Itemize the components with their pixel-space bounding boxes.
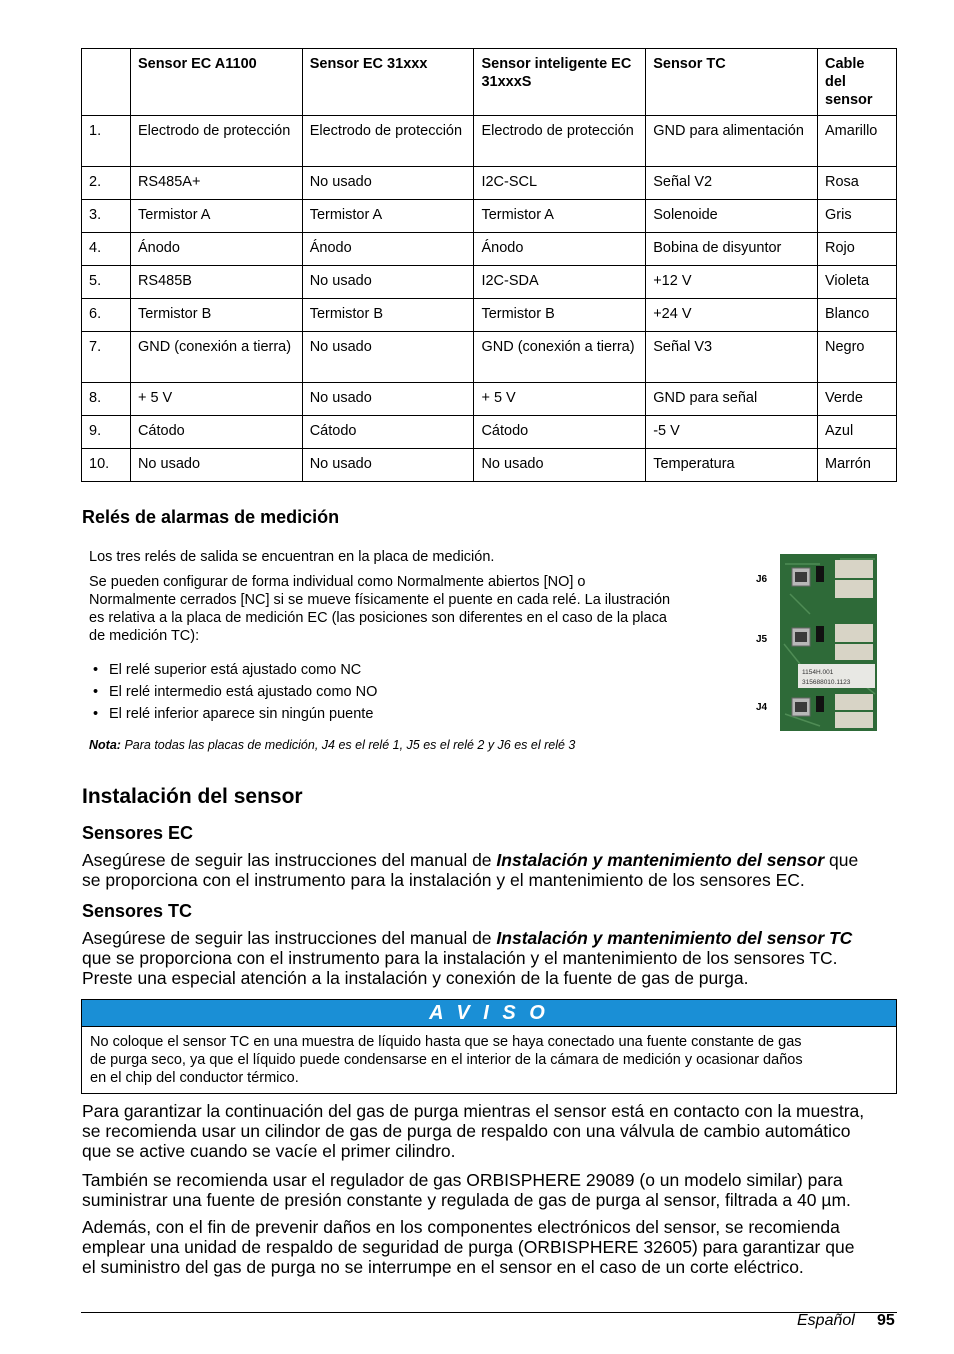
table-cell: Electrodo de protección (130, 116, 302, 167)
list-item: • El relé inferior aparece sin ningún puente (89, 705, 377, 727)
table-cell: RS485A+ (130, 167, 302, 200)
text-line: No coloque el sensor TC en una muestra de líquido hasta que se haya conectado una fuente constante de gas (90, 1034, 802, 1050)
table-cell: Gris (818, 200, 897, 233)
table-cell: Electrodo de protección (474, 116, 646, 167)
table-row (82, 449, 897, 482)
text-line: de purga seco, ya que el líquido puede condensarse en el interior de la cámara de medición y ocasionar daños (90, 1052, 803, 1068)
text-span: Asegúrese de seguir las instrucciones del manual de (82, 850, 497, 870)
purge-paragraph-3 (82, 1217, 912, 1277)
table-cell: No usado (302, 266, 474, 299)
table-cell: I2C-SCL (474, 167, 646, 200)
table-cell: Ánodo (474, 233, 646, 266)
text-line: suministrar una fuente de presión constante y regulada de gas de purga al sensor, filtrada a 40 µm. (82, 1190, 851, 1210)
text-line: el suministro del gas de purga no se interrumpe en el sensor en el caso de un corte eléctrico. (82, 1257, 804, 1277)
text-line: que se active cuando se vacíe el primer cilindro. (82, 1141, 456, 1161)
table-cell: Señal V2 (646, 167, 818, 200)
relays-note (89, 738, 575, 752)
table-cell: GND (conexión a tierra) (474, 332, 646, 383)
header-cell: Sensor TC (646, 49, 818, 116)
table-cell: GND para señal (646, 383, 818, 416)
table-cell: Señal V3 (646, 332, 818, 383)
table-cell: Bobina de disyuntor (646, 233, 818, 266)
table-cell: I2C-SDA (474, 266, 646, 299)
table-cell: +24 V (646, 299, 818, 332)
table-row (82, 383, 897, 416)
relays-intro: Los tres relés de salida se encuentran en la placa de medición. (89, 549, 495, 565)
table-cell: Amarillo (818, 116, 897, 167)
table-cell: Cátodo (474, 416, 646, 449)
text-line: en el chip del conductor térmico. (90, 1070, 299, 1086)
table-row (82, 299, 897, 332)
relays-config-paragraph (89, 573, 670, 645)
table-cell: Termistor B (302, 299, 474, 332)
table-cell: Termistor B (474, 299, 646, 332)
notice-title: A V I S O (82, 1000, 896, 1027)
table-cell: 1. (82, 116, 131, 167)
table-row (82, 167, 897, 200)
table-cell: 7. (82, 332, 131, 383)
footer-page-number: 95 (877, 1312, 895, 1329)
board-chip-label: 1154H.001 (802, 669, 834, 676)
table-cell: No usado (302, 167, 474, 200)
table-cell: Ánodo (302, 233, 474, 266)
table-cell: 2. (82, 167, 131, 200)
sensor-pin-table (81, 48, 897, 482)
header-cell (82, 49, 131, 116)
text-line: es relativa a la placa de medición EC (las posiciones son diferentes en el caso de la placa (89, 610, 667, 626)
text-line (82, 850, 902, 870)
table-header-row (82, 49, 897, 116)
board-serial-label: 315688010.1123 (802, 679, 851, 686)
ec-heading: Sensores EC (82, 823, 194, 843)
table-cell: 6. (82, 299, 131, 332)
relays-bullet-list (89, 661, 377, 727)
relays-heading: Relés de alarmas de medición (82, 507, 340, 527)
header-cell: Sensor EC A1100 (130, 49, 302, 116)
table-cell: No usado (130, 449, 302, 482)
install-title: Instalación del sensor (82, 785, 303, 808)
footer-language: Español (797, 1312, 855, 1329)
table-cell: GND (conexión a tierra) (130, 332, 302, 383)
list-item: • El relé intermedio está ajustado como NO (89, 683, 377, 705)
table-cell: Cátodo (130, 416, 302, 449)
table-cell: Verde (818, 383, 897, 416)
j6-label: J6 (756, 574, 768, 585)
list-item: • El relé superior está ajustado como NC (89, 661, 377, 683)
j4-label: J4 (756, 702, 768, 713)
j5-label: J5 (756, 634, 768, 645)
text-line: que se proporciona con el instrumento para la instalación y el mantenimiento de los sensores TC. (82, 948, 838, 968)
text-line: emplear una unidad de respaldo de seguridad de purga (ORBISPHERE 32605) para garantizar que (82, 1237, 855, 1257)
text-line: Preste una especial atención a la instalación y conexión de la fuente de gas de purga. (82, 968, 749, 988)
table-cell: Ánodo (130, 233, 302, 266)
manual-title: Instalación y mantenimiento del sensor TC (496, 928, 853, 948)
table-cell: Rosa (818, 167, 897, 200)
table-cell: -5 V (646, 416, 818, 449)
table-cell: Solenoide (646, 200, 818, 233)
text-line: se proporciona con el instrumento para la instalación y el mantenimiento de los sensores EC. (82, 870, 805, 890)
measurement-board-photo (780, 554, 877, 731)
header-cell: Cable del sensor (818, 49, 897, 116)
table-cell: No usado (474, 449, 646, 482)
table-cell: Blanco (818, 299, 897, 332)
text-line: Se pueden configurar de forma individual como Normalmente abiertos [NO] o (89, 574, 586, 590)
table-cell: Rojo (818, 233, 897, 266)
notice-text (82, 1027, 896, 1087)
table-cell: RS485B (130, 266, 302, 299)
ec-paragraph (82, 850, 902, 890)
table-cell: Violeta (818, 266, 897, 299)
header-cell: Sensor EC 31xxx (302, 49, 474, 116)
tc-heading: Sensores TC (82, 901, 193, 921)
text-line: Normalmente cerrados [NC] si se mueve físicamente el puente en cada relé. La ilustración (89, 592, 671, 608)
table-cell: 3. (82, 200, 131, 233)
table-cell: Azul (818, 416, 897, 449)
table-row (82, 116, 897, 167)
table-row (82, 233, 897, 266)
text-line (82, 928, 902, 948)
table-cell: No usado (302, 449, 474, 482)
text-span: Asegúrese de seguir las instrucciones del manual de (82, 928, 497, 948)
text-line: se recomienda usar un cilindor de gas de purga de respaldo con una válvula de cambio automático (82, 1121, 851, 1141)
text-line: Además, con el fin de prevenir daños en los componentes electrónicos del sensor, se recomienda (82, 1217, 840, 1237)
purge-paragraph-1 (82, 1101, 912, 1161)
table-row (82, 266, 897, 299)
note-label: Nota: (89, 738, 121, 752)
table-row (82, 416, 897, 449)
purge-paragraph-2 (82, 1170, 912, 1210)
table-cell: No usado (302, 383, 474, 416)
text-line: También se recomienda usar el regulador de gas ORBISPHERE 29089 (o un modelo similar) para (82, 1170, 843, 1190)
table-cell: 8. (82, 383, 131, 416)
table-cell: Termistor A (474, 200, 646, 233)
table-cell: No usado (302, 332, 474, 383)
table-cell: GND para alimentación (646, 116, 818, 167)
table-cell: Termistor A (130, 200, 302, 233)
table-cell: Electrodo de protección (302, 116, 474, 167)
table-cell: 4. (82, 233, 131, 266)
notice-box (81, 999, 897, 1094)
manual-title: Instalación y mantenimiento del sensor (496, 850, 825, 870)
text-line: de medición TC): (89, 628, 200, 644)
header-cell: Sensor inteligente EC 31xxxS (474, 49, 646, 116)
table-cell: Negro (818, 332, 897, 383)
table-cell: 5. (82, 266, 131, 299)
text-span: que (824, 850, 859, 870)
tc-paragraph (82, 928, 902, 988)
table-cell: + 5 V (130, 383, 302, 416)
note-text: Para todas las placas de medición, J4 es el relé 1, J5 es el relé 2 y J6 es el relé 3 (124, 738, 576, 752)
table-cell: Cátodo (302, 416, 474, 449)
table-cell: Termistor B (130, 299, 302, 332)
table-cell: Marrón (818, 449, 897, 482)
table-cell: + 5 V (474, 383, 646, 416)
table-row (82, 200, 897, 233)
table-cell: Temperatura (646, 449, 818, 482)
board-illustration (780, 554, 877, 731)
table-cell: Termistor A (302, 200, 474, 233)
table-cell: 9. (82, 416, 131, 449)
table-cell: 10. (82, 449, 131, 482)
table-row (82, 332, 897, 383)
text-line: Para garantizar la continuación del gas de purga mientras el sensor está en contacto con la muestra, (82, 1101, 865, 1121)
footer-rule (81, 1312, 897, 1313)
table-cell: +12 V (646, 266, 818, 299)
